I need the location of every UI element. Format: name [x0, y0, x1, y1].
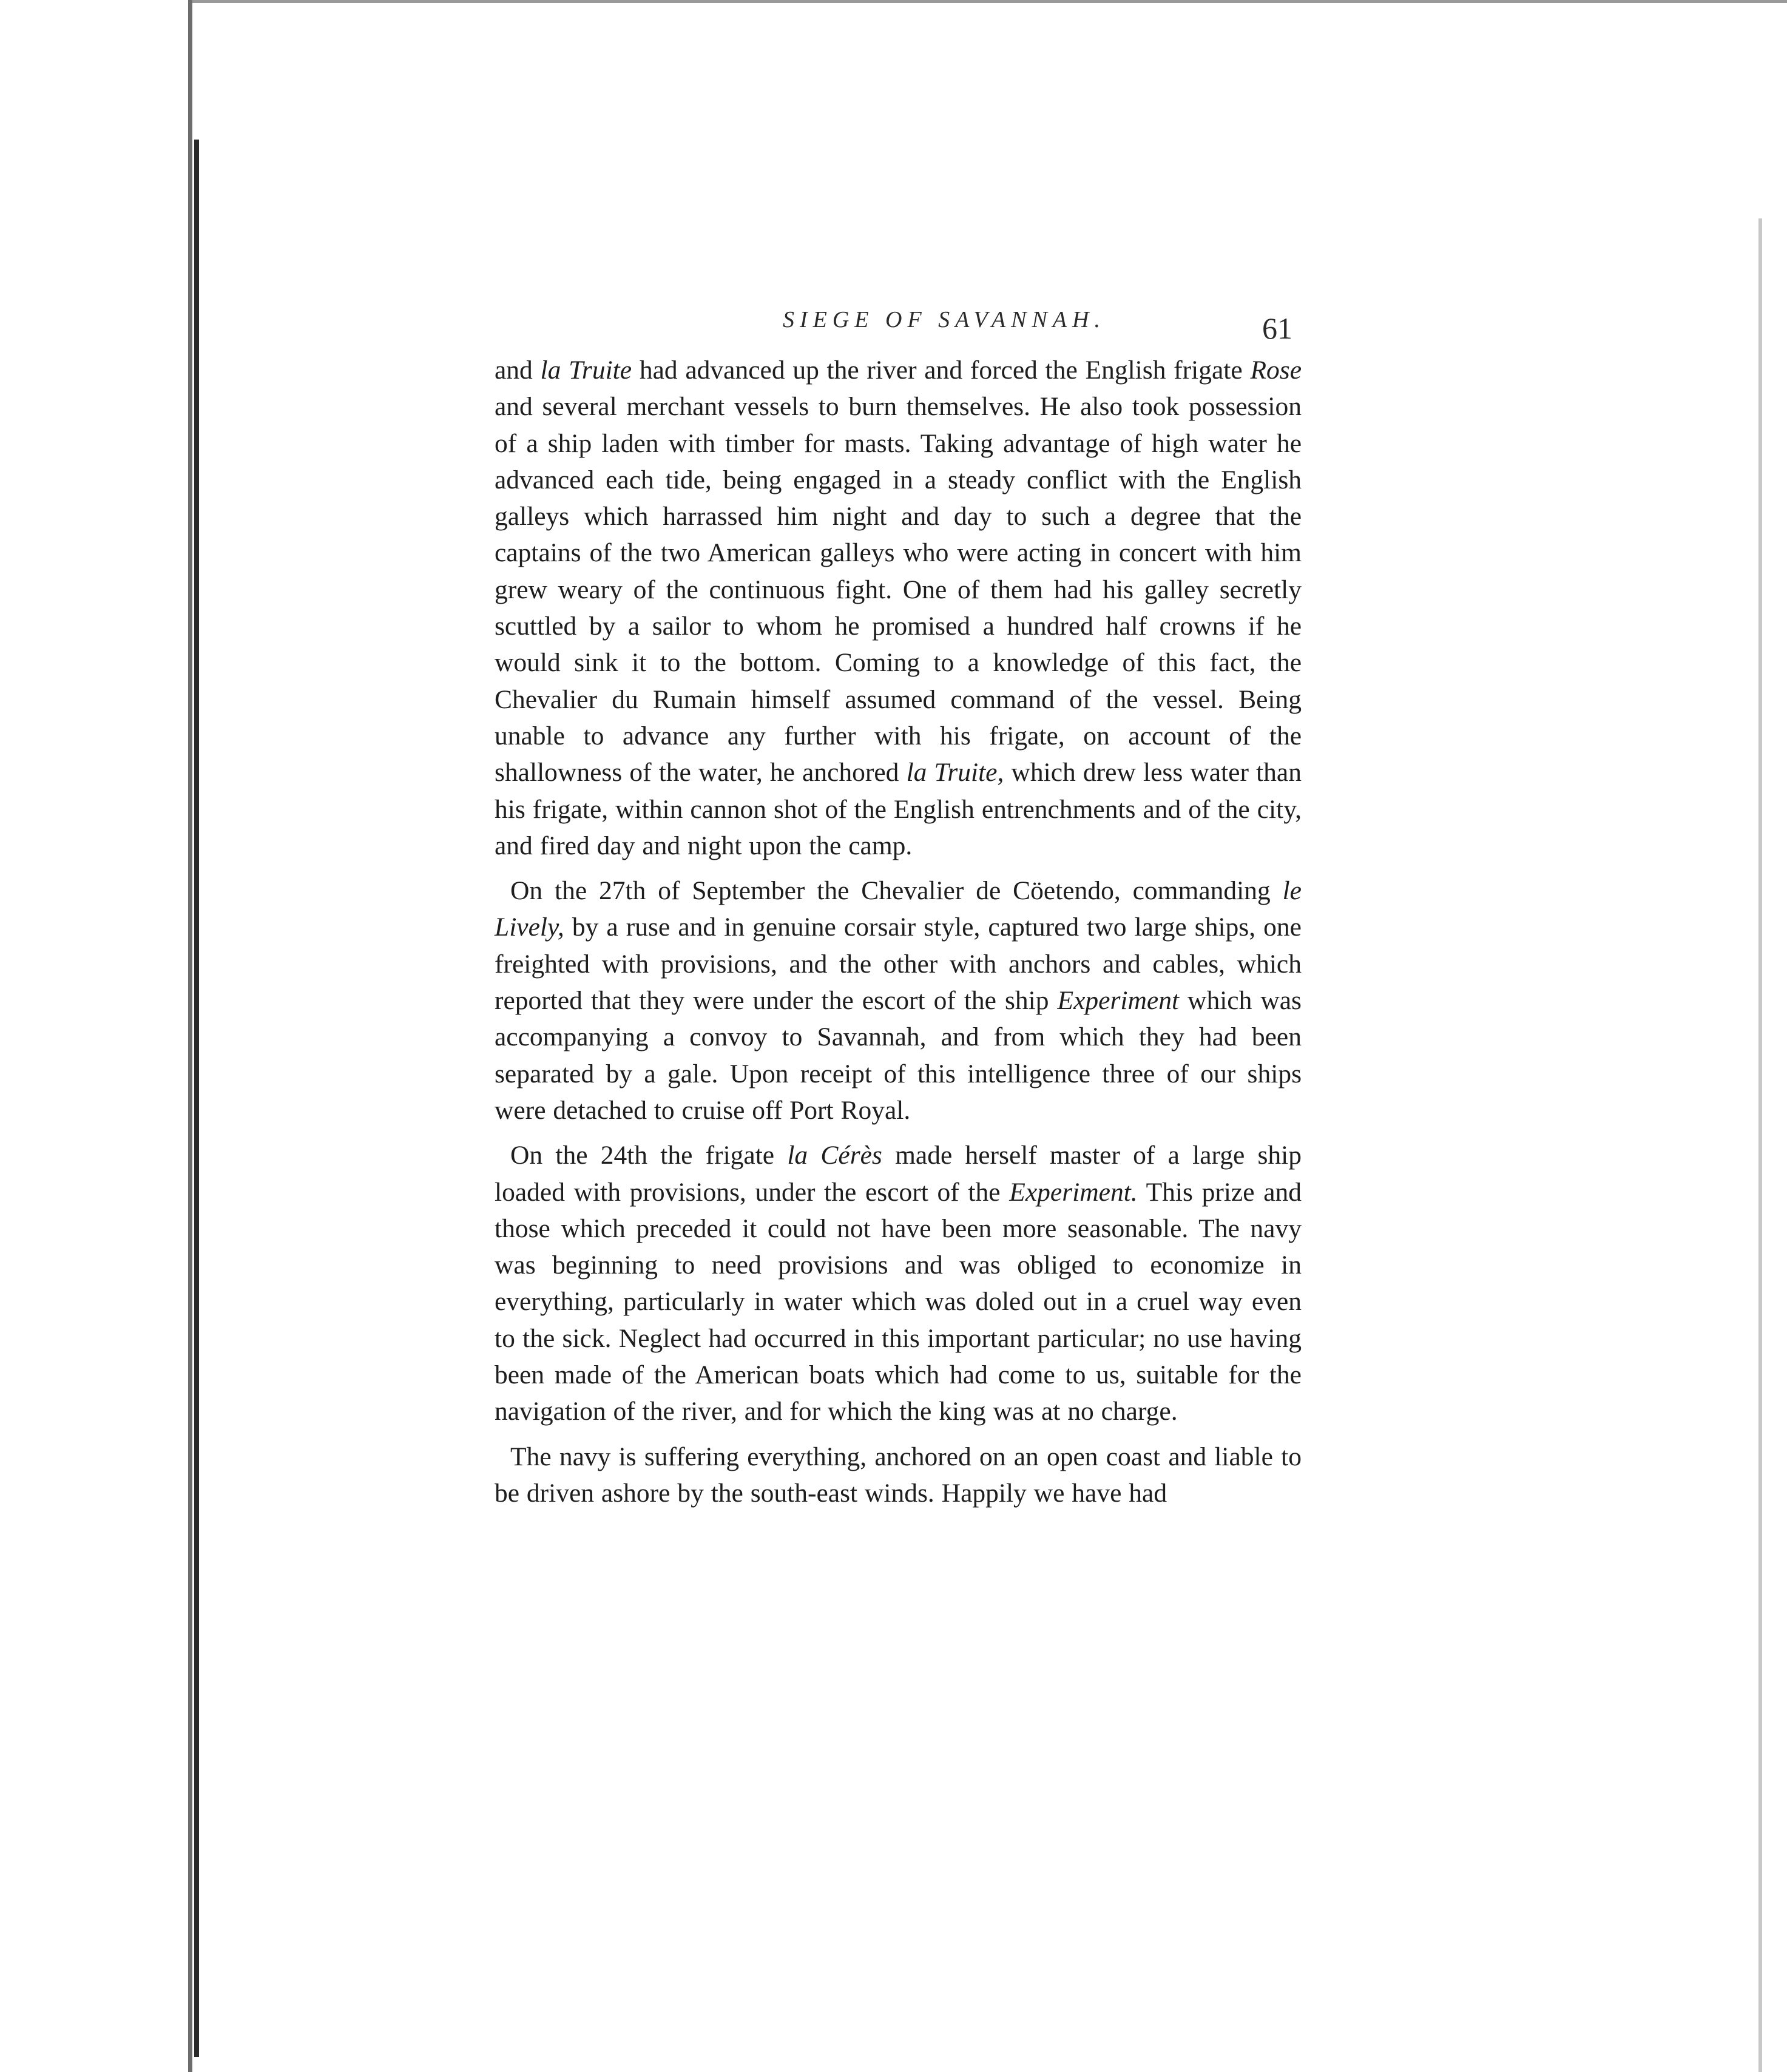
italic-text: la Truite, [906, 758, 1004, 788]
body-text [495, 352, 1302, 1511]
italic-text: Experiment [1057, 986, 1180, 1016]
paragraph: and la Truite had advanced up the river and forced the English frigate Rose and several merchant vessels to burn themselves. He also took possession of a ship laden with timber for masts. Taking advantage of high water he advanced each tide, being engaged in a steady conflict with the English galleys which harrassed him night and day to such a degree that the captains of the two American galleys who were acting in concert with him grew weary of the continuous fight. One of them had his galley secretly scuttled by a sailor to whom he promised a hundred half crowns if he would sink it to the bottom. Coming to a knowledge of this fact, the Chevalier du Rumain himself assumed command of the vessel. Being unable to advance any further with his frigate, on account of the shallowness of the water, he anchored la Truite, which drew less water than his frigate, within cannon shot of the English entrenchments and of the city, and fired day and night upon the camp. [495, 356, 1302, 860]
running-head: SIEGE OF SAVANNAH. [783, 307, 1106, 332]
paragraph: On the 27th of September the Chevalier de Cöetendo, commanding le Lively, by a ruse and in genuine corsair style, captured two large ships, one freighted with provisions, and the other with anchors and cables, which reported that they were under the escort of the ship Experiment which was accompanying a convoy to Savannah, and from which they had been separated by a gale. Upon receipt of this intelligence three of our ships were detached to cruise off Port Royal. [495, 876, 1302, 1125]
italic-text: Rose [1250, 356, 1302, 385]
italic-text: la Truite [540, 356, 632, 385]
page-number: 61 [1262, 311, 1292, 345]
italic-text: le Lively, [495, 876, 1302, 942]
paragraph: On the 24th the frigate la Cérès made herself master of a large ship loaded with provisions, under the escort of the Experiment. This prize and those which preceded it could not have been more seasonable. The navy was beginning to need provisions and was obliged to economize in everything, particularly in water which was doled out in a cruel way even to the sick. Neglect had occurred in this important particular; no use having been made of the American boats which had come to us, suitable for the navigation of the river, and for which the king was at no charge. [495, 1141, 1302, 1426]
italic-text: Experiment. [1009, 1177, 1138, 1207]
italic-text: la Cérès [787, 1141, 882, 1170]
paragraph: The navy is suffering everything, anchored on an open coast and liable to be driven ashore by the south-east winds. Happily we have had [495, 1442, 1302, 1508]
